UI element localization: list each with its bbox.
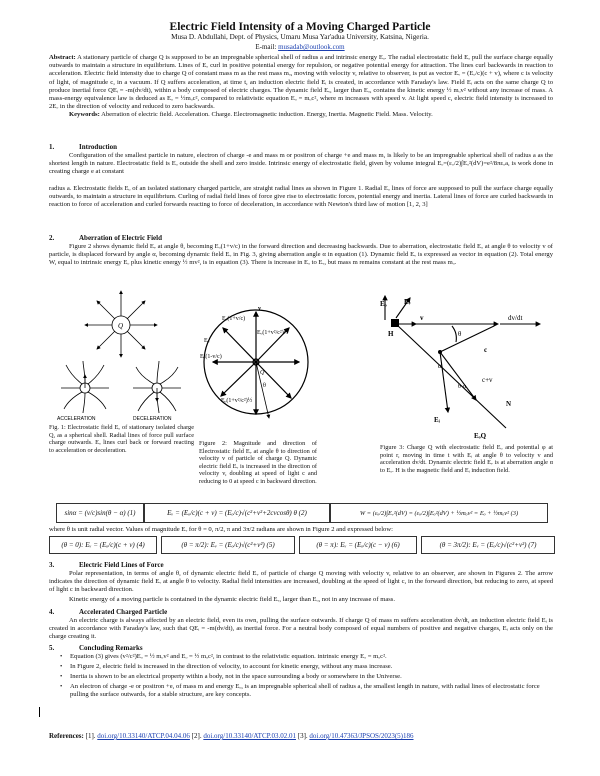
ref-2-number: [2]. [191,732,202,740]
equation-6: (θ = π): Eᵥ = (Eₒ/c)(c − v) (6) [299,536,417,554]
intro-paragraph-1: Configuration of the smallest particle in nature, electron of charge -e and mass m or positron of charge +e and mass m, is likely to be an impregnable spherical shell of radius a as the shortest length in nature. Electrostatic field is Eₒ outside the shell and zero inside. Intrinsic energy of electrostatic field, given by volume integral Eₒ=(εₒ/2)∫Eₒ²(dV)=e²/8πεₒa, is work done in creating charge e at constant [49,152,553,176]
author-line: Musa D. Abdullahi, Dept. of Physics, Umaru Musa Yar'adua University, Katsina, Nigeria. [171,33,429,41]
equation-2: Eᵥ = (Eₒ/c)(c + v) = (Eₒ/c)√(c²+v²+2cvcosθ) θ (2) [144,503,330,523]
fig2-label-upper-right: Eₒ(1+v²/c²)½ [257,330,289,336]
margin-marker [39,707,40,717]
email-label: E-mail: [255,43,277,51]
section-heading-1: 1. Introduction [49,143,117,151]
figure-1-caption: Fig. 1: Electrostatic field Eₒ of stationary isolated charge Q, as a spherical shell. Radial lines of force pull surface charge outwards. Eₒ lines curl back or forward reacting to acceleration or deceleration. [49,424,194,454]
conclusion-bullet-4: • An electron of charge -e or positron +e, of mass m and energy Eₒ, is an impregnable spherical shell of radius a, the smallest length in nature, with radial lines of electrostatic force pulling the surface outwards, for a stable structure, are key concepts. [70,683,553,699]
fig3-label-h: H [388,330,394,338]
fig2-label-backward: Eₒ(1-v/c) [200,354,222,360]
figure-2 [199,290,317,438]
figure-1 [49,285,194,423]
fig3-label-eo: Eₒ [380,300,387,308]
equation-7: (θ = 3π/2): Eᵥ = (Eₒ/c)√(c²+v²) (7) [421,536,555,554]
section-heading-2: 2. Aberration of Electric Field [49,234,163,242]
email-link[interactable]: musadab@outlook.com [278,43,345,51]
keywords-text: Aberration of electric field. Acceleration. Charge. Electromagnetic induction. Energy, Inertia. Magnetic Field. Mass. Velocity. [101,111,433,119]
field-lines-paragraph-1: Polar representation, in terms of angle θ, of dynamic electric field Eᵥ of particle of charge Q moving with velocity v, relative to an observer, are shown in Figures 2. The arrow indicates the direction of dynamic field Eᵥ at angle θ to velocity. Radial field intensities are increased, doubling at the speed of light c, in the forward direction, but reducing to zero, at speed of light c in backward direction. [49,570,553,594]
paper-title: Electric Field Intensity of a Moving Charged Particle [169,21,431,33]
abstract-label: Abstract: [49,54,76,61]
conclusion-bullet-1: • Equation (3) gives (v²/c²)Eₒ = ½ mₒv² and Eₒ = ½ mₒc², in contrast to the relativistic equation. intrinsic energy Eₒ = mₒc². [70,653,553,661]
section-heading-3: 3. Electric Field Lines of Force [49,561,164,569]
section-heading-4: 4. Accelerated Charged Particle [49,608,168,616]
fig2-label-forward: Eₒ(1+v/c) [222,316,246,322]
email-line [0,43,600,51]
abstract [49,54,553,120]
reference-link-2[interactable]: doi.org/10.33140/ATCP.03.02.01 [203,732,296,740]
reference-link-3[interactable]: doi.org/10.47363/JPSOS/2023(5)186 [309,732,414,740]
fig3-label-n: N [506,400,512,408]
equation-note: where θ is unit radial vector. Values of magnitude Eᵥ for θ = 0, π/2, π and 3π/2 radians are shown in Figure 2 and expressed below: [49,526,393,533]
fig2-label-eo: Eₒ [204,338,210,344]
conclusion-bullet-2: • In Figure 2, electric field is increased in the direction of velocity, to account for kinetic energy, without any mass increase. [70,663,553,671]
fig3-label-v: v [420,314,424,322]
fig3-label-ev: Eᵥ [404,298,411,306]
equation-1: sinα = (v/c)sin(θ − α) (1) [56,503,144,523]
fig1-deceleration-label: DECELERATION [133,416,172,422]
fig3-label-ei: Eᵢ [434,416,440,424]
svg-text:Q: Q [118,322,124,330]
fig1-acceleration-label: ACCELERATION [57,416,96,422]
fig2-label-velocity: v [258,306,261,312]
fig3-label-theta: θ [458,330,462,338]
references [49,732,414,740]
figure-2-caption: Figure 2: Magnitude and direction of Electrostatic field Eᵥ at angle θ to direction of velocity v of particle of charge Q. Dynamic electric field Eᵥ is increased in the direction of velocity v, doubling at speed of light c and reducing to 0 at speed c in backward direction. [199,440,317,485]
ref-3-number: [3]. [297,732,308,740]
aberration-paragraph: Figure 2 shows dynamic field Eᵥ at angle θ, becoming Eₒ(1+v/c) in the forward direction and decreasing backwards. Due to aberration, electrostatic field Eₒ at angle θ to velocity v of particle, is displaced forward by angle α, becoming dynamic field Eᵥ in Fig. 3, giving aberration angle α in equation (1). Dynamic field Eᵥ is expressed as vector in equation (2). Total energy W, equal to intrinsic energy Eₒ plus kinetic energy ½ mv², is in equation (3). There is increase in Eₒ to Eᵥ, but mass m remains constant at the rest mass mₒ. [49,243,553,267]
fig3-label-c: c [484,346,488,354]
ref-1-number: [1]. [85,732,96,740]
section-heading-5: 5. Concluding Remarks [49,644,143,652]
keywords-label: Keywords: [69,111,100,119]
reference-link-1[interactable]: doi.org/10.33140/ATCP.04.04.06 [97,732,190,740]
abstract-text: A stationary particle of charge Q is supposed to be an impregnable spherical shell of radius a and intrinsic energy Eₒ. The radial electrostatic field Eₒ pull the surface charge equally outwards to maintain a structure in equilibrium. Lines of Eₒ curl in positive potential energy for repulsion, or negative potential energy for attraction. The lines curl backwards in reaction to acceleration. Electric field intensity due to charge Q of constant mass m as the rest mass mₒ, moving with velocity v, relative to observer, is put as vector Eᵥ = (Eₒ/c)(c + v), where c is velocity of light, of magnitude c, in a vacuum. If Q suffers acceleration, at time t, an induction electric field Eᵢ is created, in accordance with Faraday's law. Field Eᵢ acts on the same charge Q to produce inertial force QEᵢ = -m(dv/dt), within a body composed of electric charges. The dynamic field Eᵥ, larger than Eₒ, contains the kinetic energy ½ mₒv² without any increase of mass. A mass-energy equivalence law is deduced as Eₒ = ½mₒc², compared to relativistic equation Eₒ = mₒc², where m increases with speed v. At light speed c, electric field intensity is increased to 2Eₒ in the direction of velocity and reduced to zero backwards. [49,54,553,111]
figure-3-caption: Figure 3: Charge Q with electrostatic field Eₒ and potential φ at point r, moving in time t with Eᵢ at angle θ to velocity v and acceleration dv/dt. Dynamic electric field Eᵥ is at aberration angle α to Eₒ. H is the magnetic field and Eᵢ induction field. [380,444,553,474]
keywords [49,111,553,119]
fig3-label-c-plus-v: c+v [482,376,493,384]
fig2-label-theta: θ [263,383,266,389]
fig3-label-alpha: α [438,362,442,370]
fig3-label-acceleration: dv/dt [508,314,523,322]
equation-4: (θ = 0): Eᵥ = (Eₒ/c)(c + v) (4) [49,536,157,554]
acceleration-field-diagram [61,361,109,413]
figure-3 [380,290,553,442]
fig3-label-theta-minus-alpha: θ-α [458,384,467,390]
section-5-title: Concluding Remarks [79,644,143,652]
deceleration-field-diagram [133,361,181,413]
conclusion-bullet-3: • Inertia is shown to be an electrical property within a body, not in the space surrounding a body or somewhere in the Universe. [70,673,553,681]
references-label: References: [49,732,84,740]
fig2-label-lower-left: Eₒ(1+v²/c²)½ [221,398,253,404]
equation-5: (θ = π/2): Eᵥ = (Eₒ/c)√(c²+v²) (5) [161,536,295,554]
fig3-label-eoq: EₒQ [474,432,487,440]
field-lines-paragraph-2: Kinetic energy of a moving particle is contained in the dynamic electric field Eᵥ, larger than Eₒ, not in any increase of mass. [69,596,396,603]
fig2-label-q: Q [260,370,265,376]
accelerated-paragraph: An electric charge is always affected by an electric field, even its own, pulling the surface outwards. If charge Q of mass m suffers acceleration dv/dt, an induction electric field Eᵢ is created in accordance with Faraday's law, such that QEᵢ = -m(dv/dt), as inertial force. For a neutral body composed of equal numbers of positive and negative charges, Eᵢ acts only on the charge creating it. [49,617,553,641]
intro-paragraph-2: radius a. Electrostatic fields Eₒ of an isolated stationary charged particle, are straight radial lines as shown in Figure 1. Radial Eₒ lines of force are supposed to pull the surface charge equally outwards, to maintain a structure in equilibrium. Curling of radial field lines of force give rise to electrostatic forces, potential energy and inertia. Lateral lines of force are curled backwards in reaction to force of acceleration and curled forwards reacting to force of deceleration, in accordance with Newton's third law of motion [1, 2, 3] [49,185,553,209]
equation-3: W = (εₒ/2)∫Eᵥ²(dV) = (εₒ/2)∫Eₒ²(dV) + ½mₒv² = Eₒ + ½mₒv² (3) [330,503,548,523]
